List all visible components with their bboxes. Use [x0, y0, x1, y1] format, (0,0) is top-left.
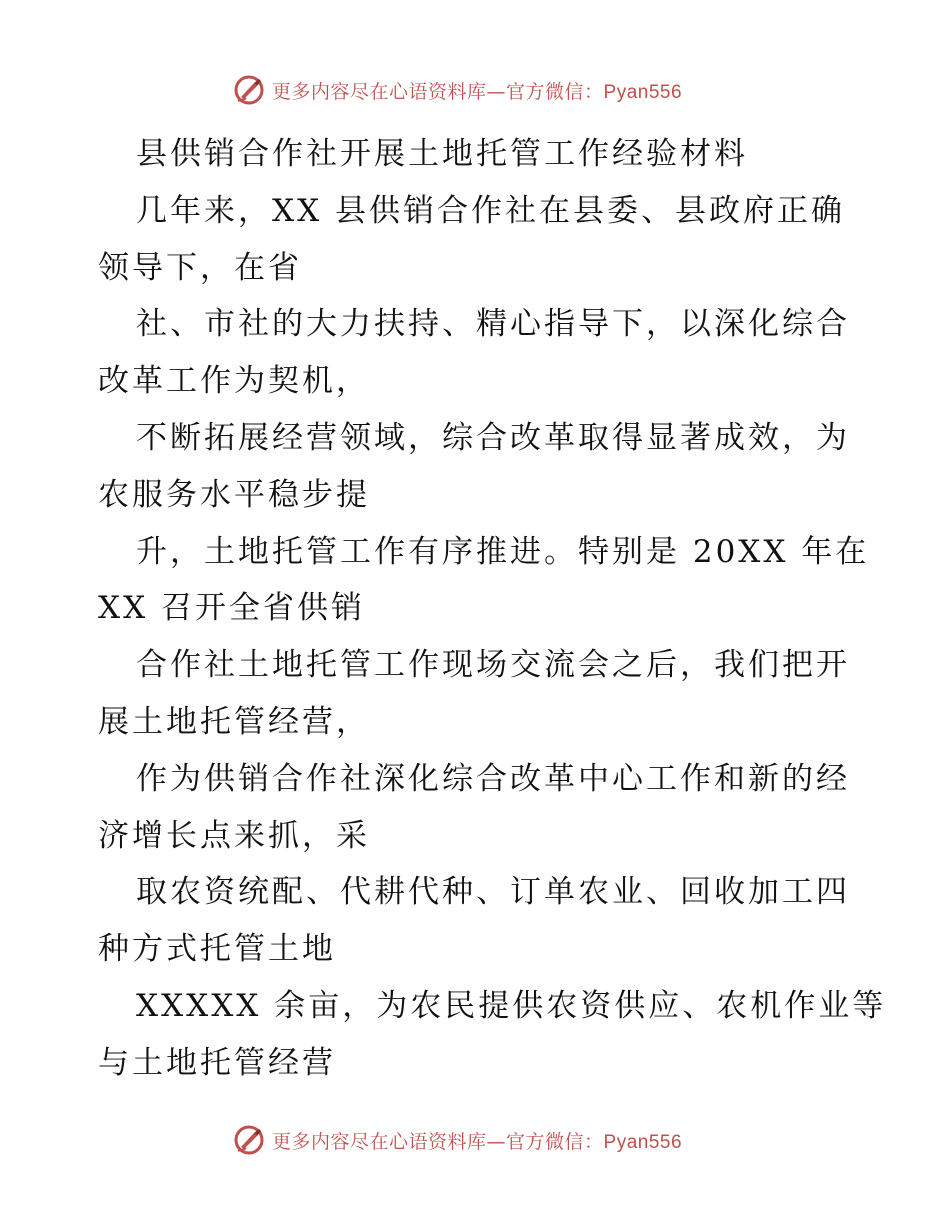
paragraph-line: 种方式托管土地 — [98, 931, 336, 968]
pen-logo-icon — [232, 73, 266, 107]
paragraph-line: 济增长点来抓，采 — [98, 817, 370, 854]
footer-banner — [232, 1120, 682, 1160]
paragraph-line: 几年来，XX 县供销合作社在县委、县政府正确 — [136, 192, 845, 229]
paragraph-line: XXXXX 余亩，为农民提供农资供应、农机作业等 — [136, 987, 887, 1024]
banner-contact: 官方微信：Pyan556 — [506, 81, 683, 103]
paragraph-line: XX 召开全省供销 — [98, 590, 365, 627]
paragraph-line: 社、市社的大力扶持、精心指导下，以深化综合 — [136, 306, 850, 343]
paragraph-line: 与土地托管经营 — [98, 1044, 336, 1081]
banner-text: 更多内容尽在心语资料库 — [272, 80, 487, 103]
banner-separator: — — [486, 80, 507, 103]
pen-logo-icon — [232, 1123, 266, 1157]
paragraph-line: 作为供销合作社深化综合改革中心工作和新的经 — [136, 760, 850, 797]
paragraph-line: 领导下，在省 — [98, 249, 302, 286]
document-body — [98, 126, 887, 1092]
banner-text: 更多内容尽在心语资料库 — [272, 1130, 487, 1153]
paragraph-line: 农服务水平稳步提 — [98, 476, 370, 513]
document-title: 县供销合作社开展土地托管工作经验材料 — [136, 136, 748, 172]
banner-contact: 官方微信：Pyan556 — [506, 1131, 683, 1153]
paragraph-line: 改革工作为契机， — [98, 363, 370, 400]
banner-separator: — — [486, 1130, 507, 1153]
paragraph-line: 升，土地托管工作有序推进。特别是 20XX 年在 — [136, 533, 870, 570]
paragraph-line: 展土地托管经营， — [98, 703, 370, 740]
header-banner — [232, 70, 682, 110]
paragraph-line: 取农资统配、代耕代种、订单农业、回收加工四 — [136, 874, 850, 911]
paragraph-line: 不断拓展经营领域，综合改革取得显著成效，为 — [136, 419, 850, 456]
paragraph-line: 合作社土地托管工作现场交流会之后，我们把开 — [136, 647, 850, 684]
